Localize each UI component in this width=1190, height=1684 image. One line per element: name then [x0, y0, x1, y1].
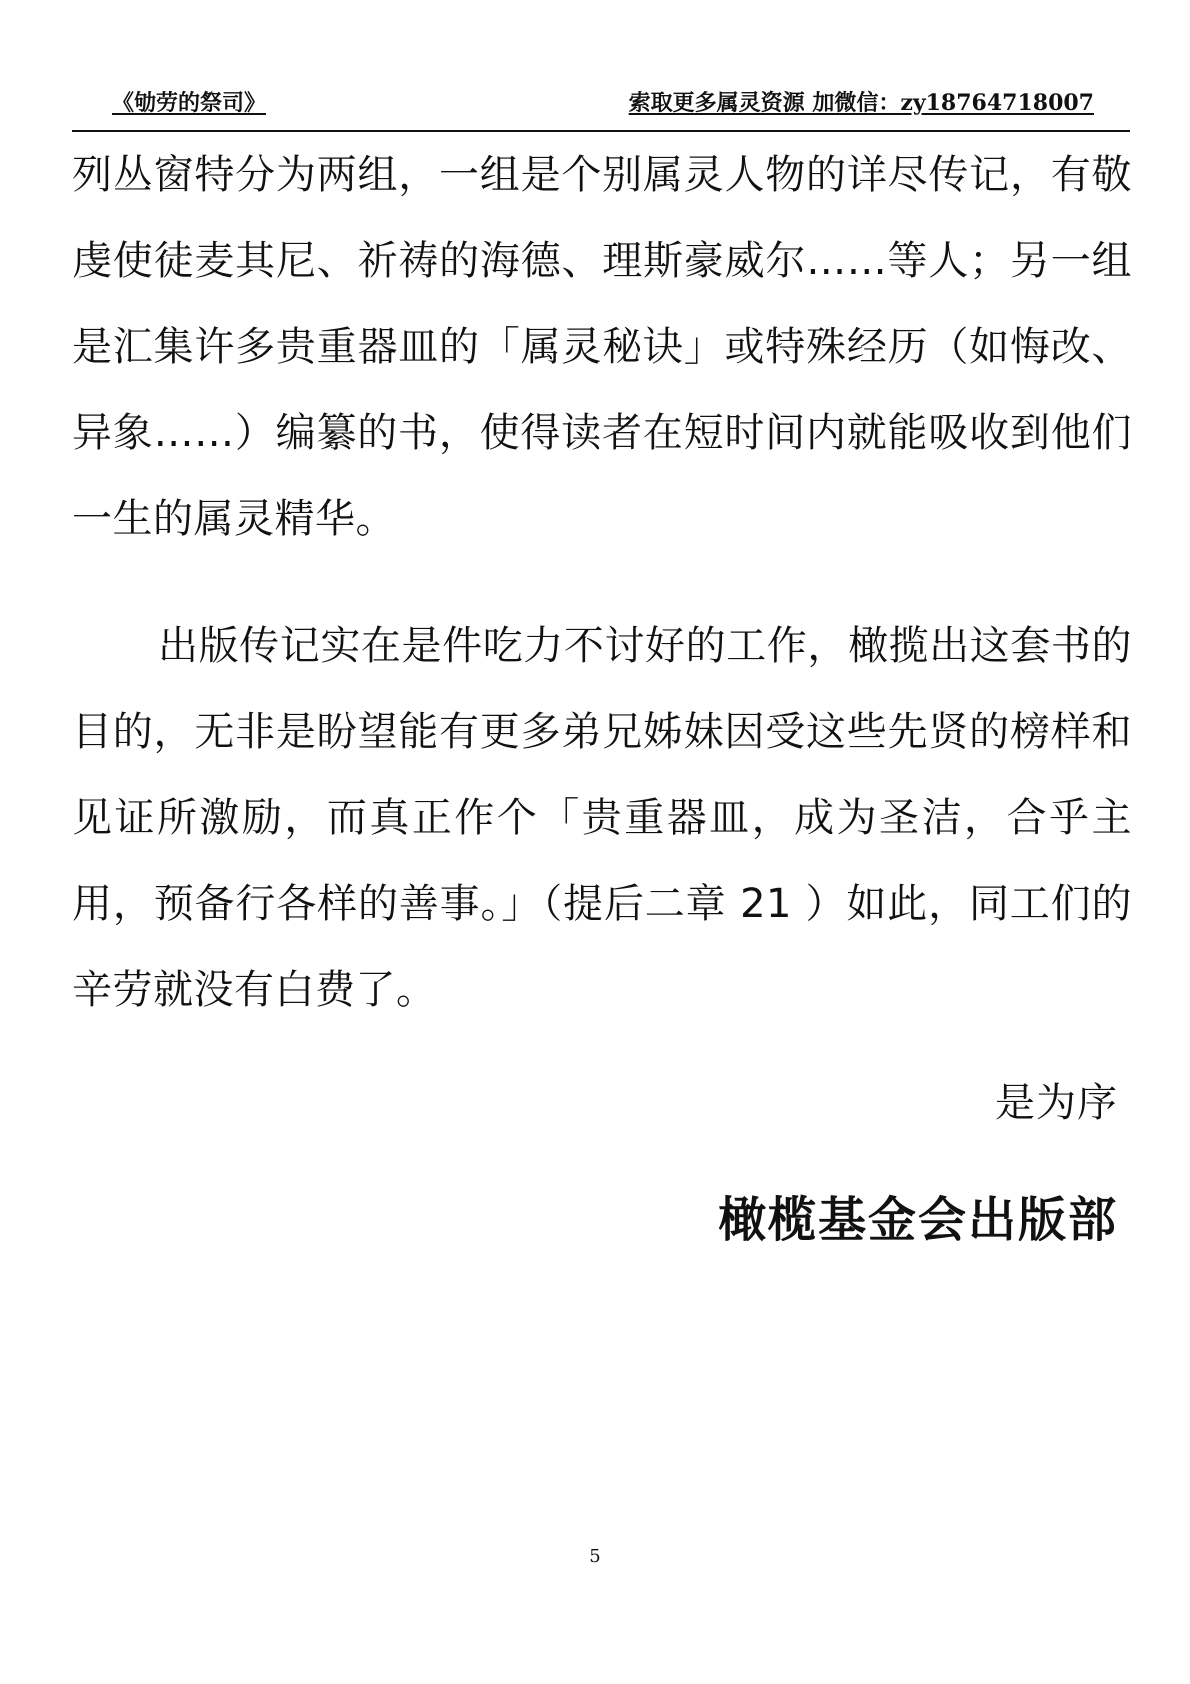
- page-header: [72, 82, 1130, 132]
- body-paragraph: 列丛窗特分为两组，一组是个别属灵人物的详尽传记，有敬虔使徒麦其尼、祈祷的海德、理斯豪威尔……等人；另一组是汇集许多贵重器皿的「属灵秘诀」或特殊经历（如悔改、异象……）编纂的书，使得读者在短时间内就能吸收到他们一生的属灵精华。: [72, 152, 1132, 542]
- publisher-signature: 橄榄基金会出版部: [717, 1192, 1118, 1248]
- resource-contact-header: 索取更多属灵资源 加微信：zy18764718007: [628, 90, 1094, 116]
- page-number: 5: [589, 1546, 601, 1567]
- closing-line: 是为序: [995, 1080, 1118, 1126]
- book-title-header: 《劬劳的祭司》: [112, 90, 267, 116]
- body-paragraph: 出版传记实在是件吃力不讨好的工作，橄揽出这套书的目的，无非是盼望能有更多弟兄姊妹因受这些先贤的榜样和见证所激励，而真正作个「贵重器皿，成为圣洁，合乎主用，预备行各样的善事。」（提后二章 21 ）如此，同工们的辛劳就没有白费了。: [72, 623, 1132, 1013]
